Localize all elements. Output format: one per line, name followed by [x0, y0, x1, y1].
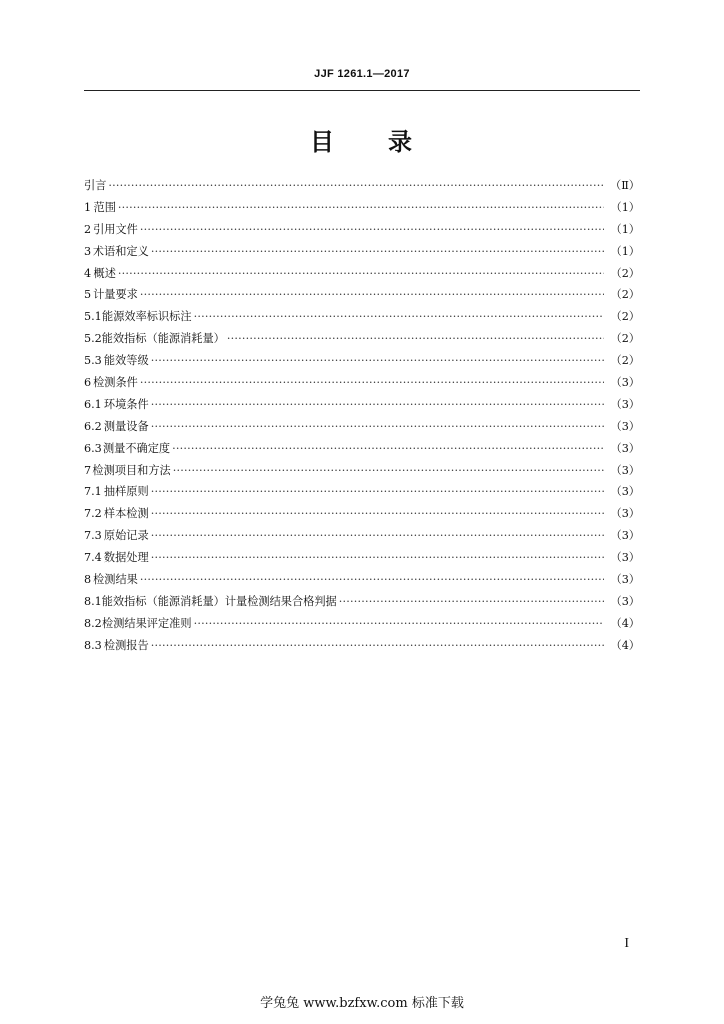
toc-dot-leader [194, 306, 604, 328]
toc-entry-page: （2） [610, 310, 640, 324]
watermark-footer: 学兔兔 www.bzfxw.com 标准下载 [260, 996, 464, 1011]
toc-entry-page: （Ⅱ） [610, 179, 640, 192]
toc-entry-label: 能源效率标识标注 [102, 310, 192, 324]
toc-entry-label: 计量要求 [93, 288, 138, 302]
toc-entry[interactable] [84, 416, 640, 438]
toc-entry-label: 术语和定义 [92, 244, 149, 258]
toc-entry[interactable] [84, 284, 640, 306]
toc-dot-leader [173, 460, 604, 482]
toc-entry-number: 7.1 [84, 485, 102, 499]
toc-entry-label: 检测结果 [93, 573, 138, 587]
toc-entry-page: （4） [610, 638, 640, 652]
toc-entry[interactable] [84, 525, 640, 547]
toc-dot-leader [151, 481, 604, 503]
toc-entry-page: （2） [610, 332, 640, 346]
toc-dot-leader [140, 284, 604, 306]
toc-entry-label: 引言 [84, 179, 107, 192]
toc-entry-page: （1） [610, 222, 640, 236]
title-char-left: 目 [310, 128, 336, 156]
toc-entry[interactable] [84, 263, 640, 285]
toc-entry-label: 样本检测 [103, 507, 149, 521]
toc-entry-label: 能效指标（能源消耗量） [101, 332, 225, 346]
toc-entry-number: 8.3 [84, 638, 102, 652]
toc-entry-page: （3） [610, 551, 640, 565]
toc-entry[interactable] [84, 219, 640, 241]
toc-dot-leader [140, 569, 604, 591]
toc-dot-leader [151, 416, 604, 438]
toc-dot-leader [194, 613, 604, 635]
toc-entry-number: 5 [84, 288, 92, 302]
toc-entry-page: （2） [610, 288, 640, 302]
title-char-right: 录 [388, 128, 414, 156]
toc-dot-leader [151, 241, 604, 263]
toc-entry-number: 5.1 [84, 310, 102, 324]
toc-entry-number: 8.1 [84, 594, 102, 608]
toc-entry[interactable] [84, 394, 640, 416]
toc-entry-page: （3） [610, 441, 640, 455]
toc-entry-number: 5.2 [84, 332, 102, 346]
toc-entry-label: 检测条件 [93, 376, 138, 390]
toc-entry-page: （3） [610, 376, 640, 390]
toc-dot-leader [118, 263, 604, 285]
toc-dot-leader [151, 525, 604, 547]
toc-entry-number: 7.2 [84, 507, 102, 521]
toc-entry-number: 2 [84, 222, 92, 236]
toc-entry[interactable] [84, 350, 640, 372]
toc-entry-label: 范围 [93, 200, 116, 214]
toc-dot-leader [151, 635, 604, 657]
toc-entry[interactable] [84, 613, 640, 635]
toc-entry-number: 3 [84, 244, 92, 258]
toc-entry[interactable] [84, 569, 640, 591]
toc-entry-number: 5.3 [84, 354, 102, 368]
toc-dot-leader [151, 547, 604, 569]
toc-entry[interactable] [84, 460, 640, 482]
toc-entry-label: 引用文件 [93, 222, 138, 236]
toc-dot-leader [140, 219, 604, 241]
table-of-contents [84, 175, 640, 657]
toc-entry-page: （3） [610, 529, 640, 543]
toc-entry[interactable] [84, 481, 640, 503]
toc-entry-page: （2） [610, 354, 640, 368]
toc-entry-page: （4） [610, 616, 640, 630]
toc-entry-number: 6 [84, 376, 92, 390]
toc-dot-leader [151, 503, 604, 525]
toc-entry-page: （3） [610, 485, 640, 499]
toc-entry-page: （1） [610, 200, 640, 214]
toc-dot-leader [118, 197, 604, 219]
toc-entry-label: 抽样原则 [103, 485, 149, 499]
toc-entry-label: 检测报告 [103, 638, 149, 652]
toc-entry-number: 6.3 [84, 441, 102, 455]
toc-entry[interactable] [84, 503, 640, 525]
toc-entry-label: 检测项目和方法 [92, 463, 171, 477]
toc-entry-page: （3） [610, 507, 640, 521]
document-code-header: JJF 1261.1—2017 [314, 68, 410, 80]
toc-entry[interactable] [84, 635, 640, 657]
toc-entry-label: 概述 [93, 266, 116, 280]
toc-entry-page: （3） [610, 573, 640, 587]
header-rule [84, 90, 640, 91]
toc-entry-label: 能效等级 [103, 354, 149, 368]
toc-dot-leader [227, 328, 604, 350]
toc-entry-number: 7.4 [84, 551, 102, 565]
toc-entry-number: 1 [84, 200, 92, 214]
toc-dot-leader [151, 394, 604, 416]
toc-dot-leader [108, 175, 604, 197]
toc-entry[interactable] [84, 175, 640, 197]
toc-entry-page: （1） [610, 244, 640, 258]
toc-entry-label: 原始记录 [103, 529, 149, 543]
toc-entry[interactable] [84, 438, 640, 460]
toc-entry[interactable] [84, 306, 640, 328]
toc-entry-number: 8.2 [84, 616, 102, 630]
toc-entry-number: 7 [84, 463, 92, 477]
page-number: I [624, 936, 629, 951]
toc-entry-number: 6.2 [84, 419, 102, 433]
toc-entry-number: 7.3 [84, 529, 102, 543]
toc-entry-number: 4 [84, 266, 92, 280]
toc-entry-label: 测量不确定度 [102, 441, 171, 455]
toc-entry-label: 能效指标（能源消耗量）计量检测结果合格判据 [101, 594, 337, 608]
page-title [84, 122, 640, 157]
toc-entry-page: （3） [610, 463, 640, 477]
toc-entry[interactable] [84, 197, 640, 219]
toc-entry-label: 数据处理 [103, 551, 149, 565]
toc-entry-page: （3） [610, 397, 640, 411]
toc-entry-label: 检测结果评定准则 [102, 616, 192, 630]
toc-entry-number: 8 [84, 573, 92, 587]
toc-entry-page: （3） [610, 594, 640, 608]
toc-entry-page: （2） [610, 266, 640, 280]
toc-entry[interactable] [84, 328, 640, 350]
toc-dot-leader [151, 350, 604, 372]
toc-entry-page: （3） [610, 419, 640, 433]
toc-entry-number: 6.1 [84, 397, 102, 411]
toc-dot-leader [339, 591, 604, 613]
toc-entry[interactable] [84, 547, 640, 569]
toc-entry-label: 环境条件 [103, 397, 149, 411]
toc-entry[interactable] [84, 241, 640, 263]
toc-dot-leader [172, 438, 604, 460]
toc-entry-label: 测量设备 [103, 419, 149, 433]
toc-dot-leader [140, 372, 604, 394]
toc-entry[interactable] [84, 372, 640, 394]
toc-entry[interactable] [84, 591, 640, 613]
